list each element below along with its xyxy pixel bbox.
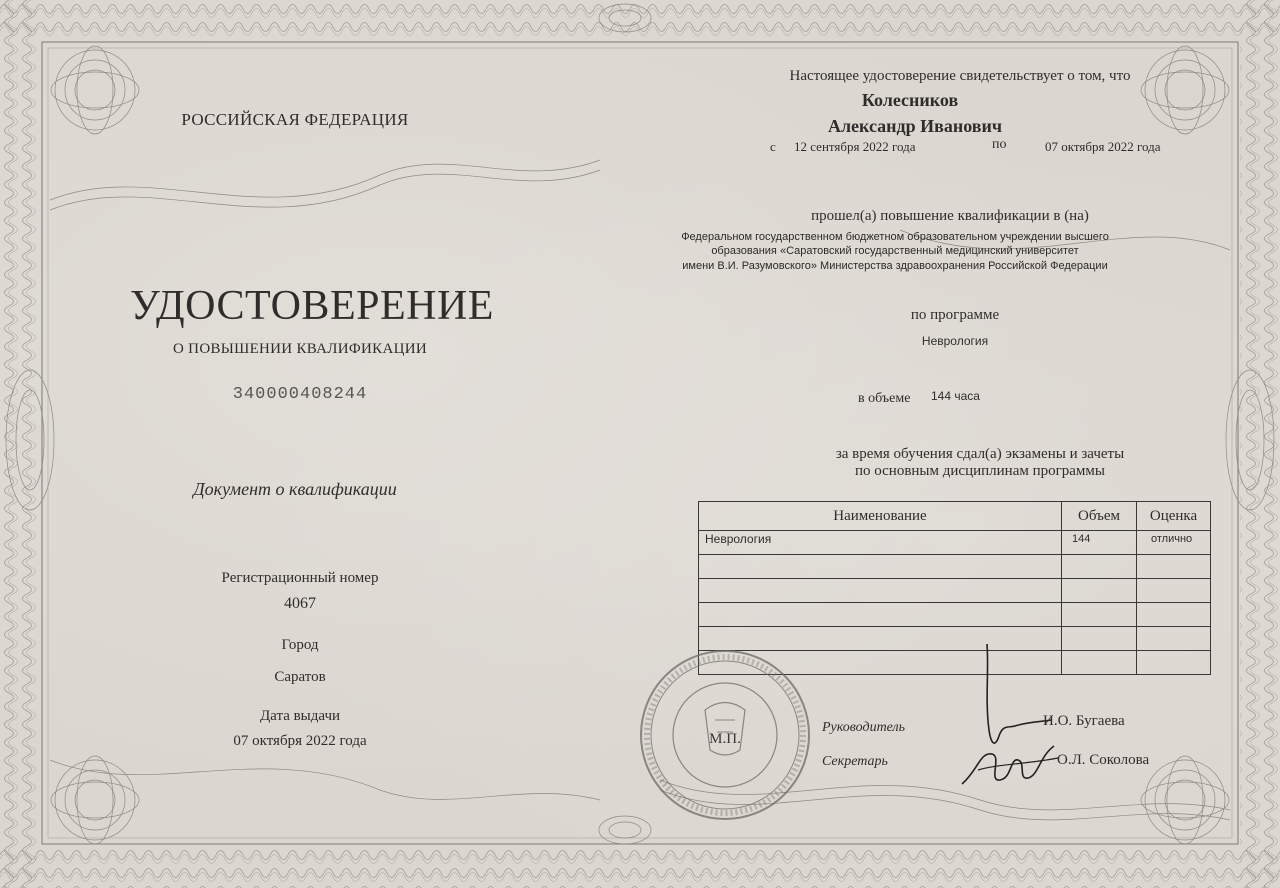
- discipline-hours: [1062, 651, 1137, 675]
- volume-value: 144 часа: [931, 389, 980, 403]
- discipline-name: [699, 603, 1062, 627]
- period-from-word: с: [770, 139, 776, 154]
- discipline-name: [699, 579, 1062, 603]
- holder-surname: Колесников: [861, 90, 959, 110]
- certify-statement: Настоящее удостоверение свидетельствует о том, что: [789, 68, 1131, 84]
- program-label: по программе: [910, 307, 1000, 323]
- head-role-label: Руководитель: [822, 720, 906, 735]
- column-header-hours: Объем: [1062, 502, 1137, 531]
- table-row: [699, 531, 1211, 555]
- city-label: Город: [281, 637, 319, 653]
- head-name: И.О. Бугаева: [1043, 713, 1125, 729]
- stamp-mark: М.П.: [709, 731, 741, 747]
- organization-line: образования «Саратовский государственный медицинский университет: [711, 245, 1079, 257]
- program-name: Неврология: [921, 334, 989, 348]
- training-statement: прошел(а) повышение квалификации в (на): [811, 208, 1089, 224]
- issue-date-label: Дата выдачи: [259, 708, 341, 724]
- discipline-hours: 144: [1062, 531, 1137, 555]
- discipline-hours: [1062, 555, 1137, 579]
- country-name: РОССИЙСКАЯ ФЕДЕРАЦИЯ: [181, 110, 409, 129]
- column-header-grade: Оценка: [1137, 502, 1211, 531]
- discipline-grade: [1137, 603, 1211, 627]
- official-stamp: [625, 640, 825, 820]
- discipline-name: Неврология: [699, 531, 1062, 555]
- registration-number-value: 4067: [284, 595, 316, 612]
- discipline-hours: [1062, 627, 1137, 651]
- discipline-grade: [1137, 651, 1211, 675]
- column-header-name: Наименование: [699, 502, 1062, 531]
- table-row: [699, 555, 1211, 579]
- table-row: [699, 603, 1211, 627]
- secretary-signature: [958, 740, 1068, 790]
- period-to-word: по: [992, 137, 1007, 152]
- exams-statement: за время обучения сдал(а) экзамены и зачеты: [835, 446, 1125, 462]
- holder-name: Александр Иванович: [827, 116, 1003, 136]
- issue-date-value: 07 октября 2022 года: [233, 733, 367, 749]
- discipline-grade: [1137, 579, 1211, 603]
- document-kind: Документ о квалификации: [193, 479, 397, 499]
- secretary-role-label: Секретарь: [822, 754, 888, 769]
- organization-line: Федеральном государственном бюджетном образовательном учреждении высшего: [681, 231, 1109, 243]
- table-row: [699, 579, 1211, 603]
- exams-statement: по основным дисциплинам программы: [854, 463, 1105, 479]
- organization-line: имени В.И. Разумовского» Министерства здравоохранения Российской Федерации: [682, 260, 1108, 272]
- discipline-grade: [1137, 555, 1211, 579]
- period-end-date: 07 октября 2022 года: [1045, 139, 1161, 154]
- discipline-name: [699, 555, 1062, 579]
- document-title: УДОСТОВЕРЕНИЕ: [130, 283, 494, 329]
- discipline-hours: [1062, 603, 1137, 627]
- secretary-name: О.Л. Соколова: [1057, 752, 1150, 768]
- volume-label: в объеме: [858, 391, 911, 406]
- discipline-grade: отлично: [1137, 531, 1211, 555]
- city-value: Саратов: [274, 669, 326, 685]
- registration-number-label: Регистрационный номер: [221, 570, 379, 586]
- document-number: 340000408244: [232, 385, 368, 404]
- discipline-hours: [1062, 579, 1137, 603]
- period-start-date: 12 сентября 2022 года: [794, 139, 916, 154]
- document-subtitle: О ПОВЫШЕНИИ КВАЛИФИКАЦИИ: [173, 341, 427, 357]
- discipline-grade: [1137, 627, 1211, 651]
- grades-header-row: [699, 502, 1211, 531]
